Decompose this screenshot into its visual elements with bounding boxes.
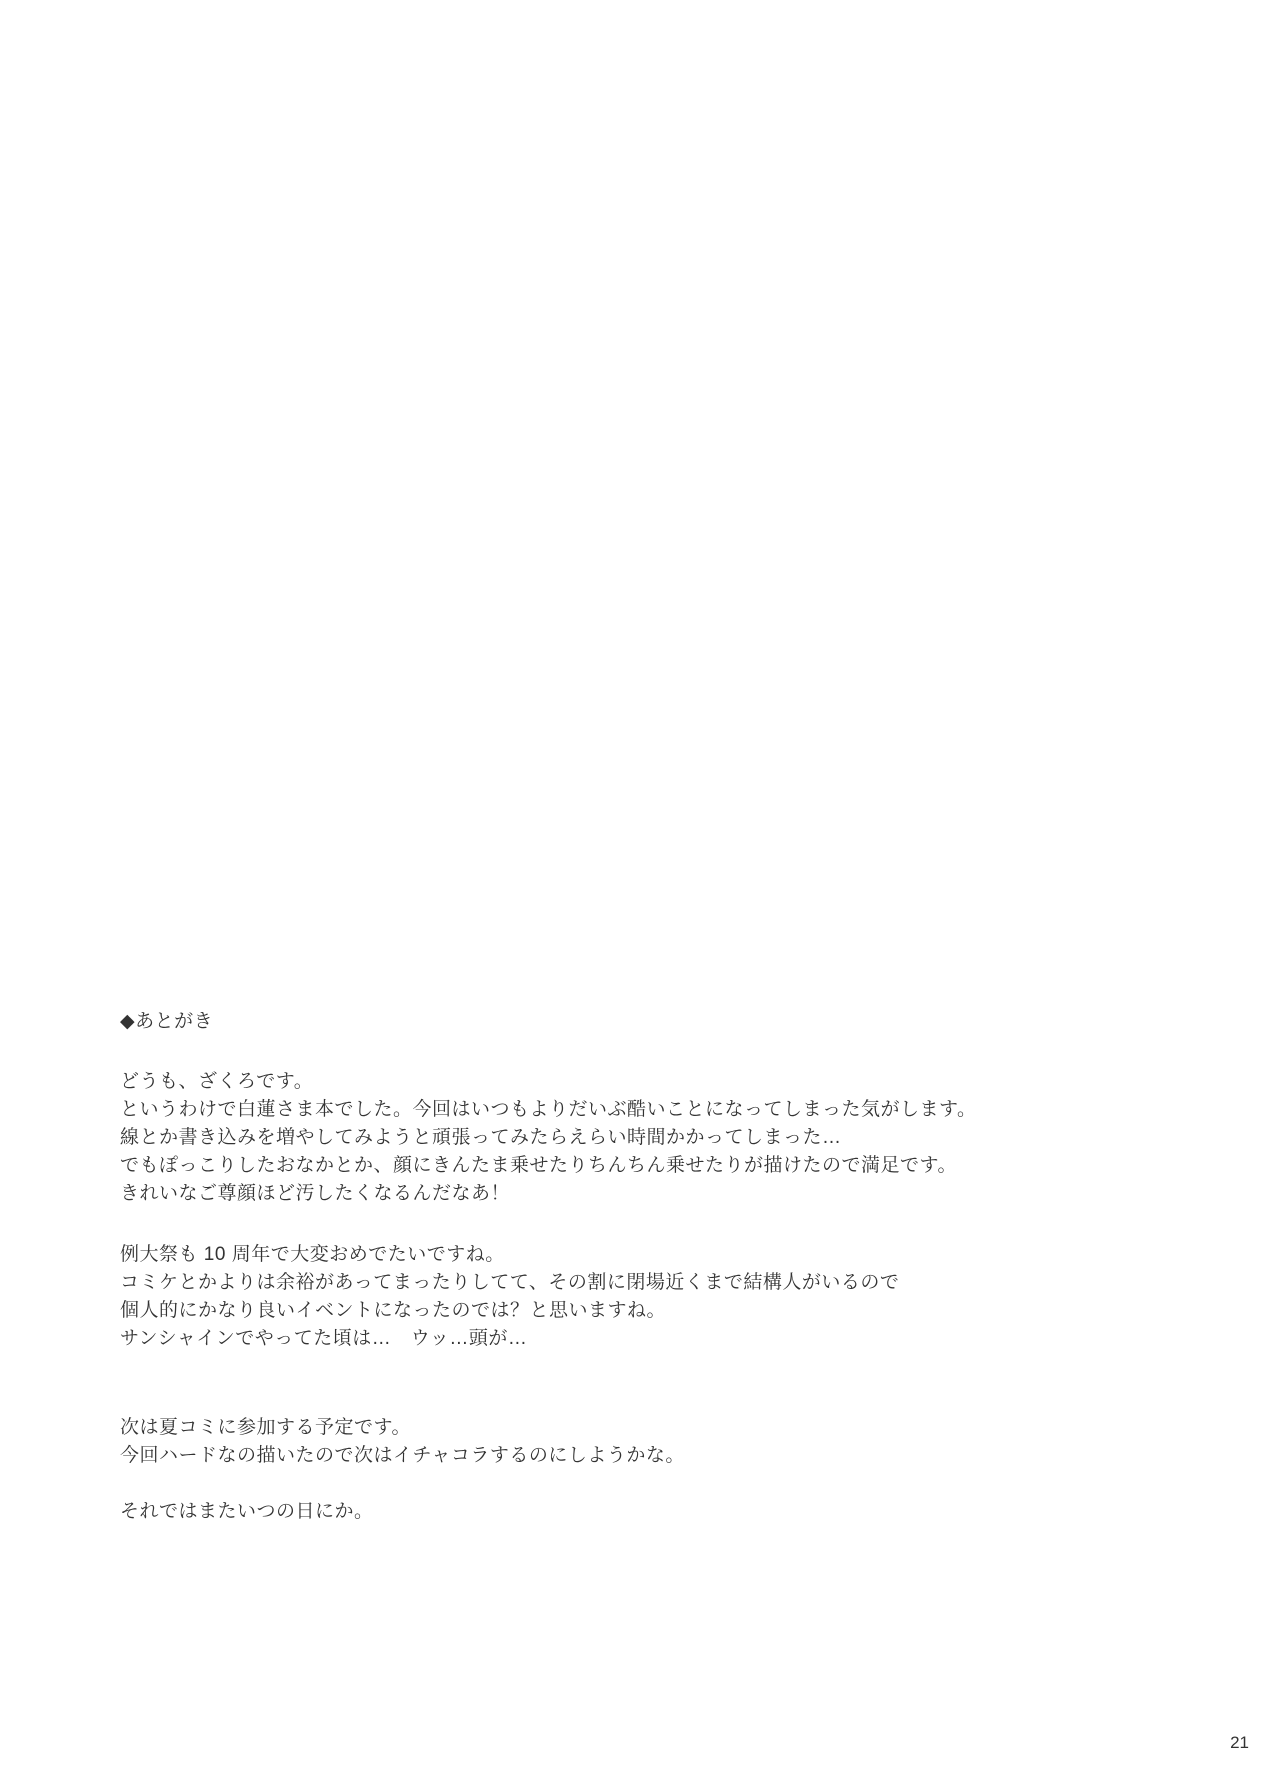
text-line: でもぽっこりしたおなかとか、顔にきんたま乗せたりちんちん乗せたりが描けたので満足です。	[120, 1155, 957, 1176]
text-line: 個人的にかなり良いイベントになったのでは？と思いますね。	[120, 1300, 667, 1321]
text-line: 線とか書き込みを増やしてみようと頑張ってみたらえらい時間かかってしまった…	[120, 1127, 842, 1148]
text-line: というわけで白蓮さま本でした。今回はいつもよりだいぶ酷いことになってしまった気がします。	[120, 1099, 977, 1120]
text-line: それではまたいつの日にか。	[120, 1501, 374, 1522]
afterword-paragraph-1	[120, 1068, 976, 1208]
text-line: 次は夏コミに参加する予定です。	[120, 1417, 411, 1438]
afterword-closing	[120, 1498, 374, 1526]
afterword-paragraph-2	[120, 1241, 899, 1353]
text-line: 今回ハードなの描いたので次はイチャコラするのにしようかな。	[120, 1445, 685, 1466]
text-line: どうも、ざくろです。	[120, 1071, 314, 1092]
text-line: サンシャインでやってた頃は… ウッ…頭が…	[120, 1328, 528, 1349]
text-line: 例大祭も 10 周年で大変おめでたいですね。	[120, 1244, 505, 1265]
page-number: 21	[1230, 1733, 1249, 1752]
afterword-heading: ◆あとがき	[120, 1011, 214, 1032]
afterword-paragraph-3	[120, 1414, 685, 1470]
text-line: コミケとかよりは余裕があってまったりしてて、その割に閉場近くまで結構人がいるので	[120, 1272, 900, 1293]
text-line: きれいなご尊顔ほど汚したくなるんだなあ！	[120, 1183, 511, 1204]
